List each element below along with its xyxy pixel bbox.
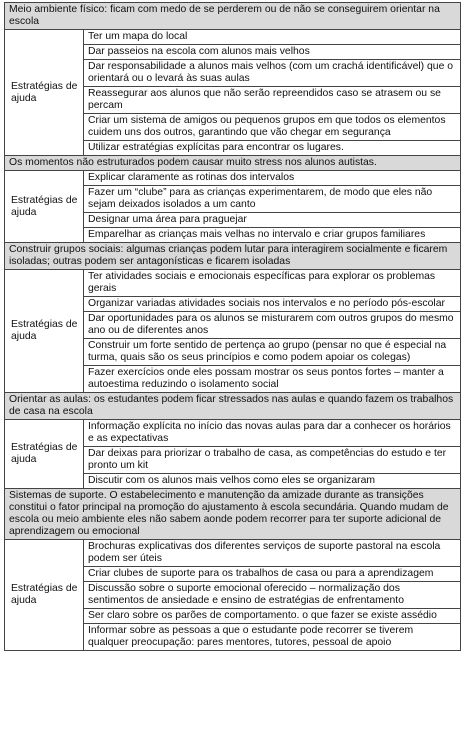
strategy-item: Dar passeios na escola com alunos mais velhos bbox=[84, 45, 461, 60]
strategy-label: Estratégias de ajuda bbox=[5, 540, 84, 651]
strategy-item: Dar deixas para priorizar o trabalho de casa, as competências do estudo e ter pronto um kit bbox=[84, 447, 461, 474]
strategy-item: Informar sobre as pessoas a que o estudante pode recorrer se tiverem qualquer preocupação: pares mentores, tutores, pessoal de apoio bbox=[84, 624, 461, 651]
section-header: Construir grupos sociais: algumas crianças podem lutar para interagirem socialmente e ficarem isoladas; outras podem ser antagonísticas e ficarem isoladas bbox=[5, 243, 461, 270]
section-header-row bbox=[5, 243, 461, 270]
strategy-item: Ser claro sobre os parões de comportamento. o que fazer se existe assédio bbox=[84, 609, 461, 624]
strategy-label: Estratégias de ajuda bbox=[5, 420, 84, 489]
section-header-row bbox=[5, 3, 461, 30]
strategy-item: Discutir com os alunos mais velhos como eles se organizaram bbox=[84, 474, 461, 489]
strategy-item: Criar clubes de suporte para os trabalhos de casa ou para a aprendizagem bbox=[84, 567, 461, 582]
strategy-item: Ter um mapa do local bbox=[84, 30, 461, 45]
strategy-item: Construir um forte sentido de pertença ao grupo (pensar no que é especial na turma, quais são os seus princípios e como podem apoiar os colegas) bbox=[84, 339, 461, 366]
section-header-row bbox=[5, 393, 461, 420]
strategy-item: Organizar variadas atividades sociais nos intervalos e no período pós-escolar bbox=[84, 297, 461, 312]
strategy-row bbox=[5, 270, 461, 297]
strategy-row bbox=[5, 30, 461, 45]
strategy-item: Fazer um “clube” para as crianças experimentarem, de modo que eles não sejam deixados isolados a um canto bbox=[84, 186, 461, 213]
strategy-row bbox=[5, 420, 461, 447]
strategy-item: Utilizar estratégias explícitas para encontrar os lugares. bbox=[84, 141, 461, 156]
strategy-item: Dar oportunidades para os alunos se misturarem com outros grupos do mesmo ano ou de diferentes anos bbox=[84, 312, 461, 339]
section-header: Meio ambiente físico: ficam com medo de se perderem ou de não se conseguirem orientar na escola bbox=[5, 3, 461, 30]
strategy-label: Estratégias de ajuda bbox=[5, 270, 84, 393]
strategy-row bbox=[5, 171, 461, 186]
section-header: Sistemas de suporte. O estabelecimento e manutenção da amizade durante as transições constitui o fator principal na promoção do ajustamento à escola secundária. Quando mudam de escola ou meio ambiente eles não sabem aonde podem recorrer para ter suporte adicional de aprendizagem ou emocional bbox=[5, 489, 461, 540]
strategies-table bbox=[4, 2, 461, 651]
strategy-item: Designar uma área para praguejar bbox=[84, 213, 461, 228]
strategy-item: Dar responsabilidade a alunos mais velhos (com um crachá identificável) que o orientará ou o levará às suas aulas bbox=[84, 60, 461, 87]
strategy-item: Discussão sobre o suporte emocional oferecido – normalização dos sentimentos de ansiedade e ensino de estratégias de enfrentamento bbox=[84, 582, 461, 609]
strategy-item: Fazer exercícios onde eles possam mostrar os seus pontos fortes – manter a autoestima reduzindo o isolamento social bbox=[84, 366, 461, 393]
strategy-item: Explicar claramente as rotinas dos intervalos bbox=[84, 171, 461, 186]
strategies-document bbox=[4, 2, 460, 651]
strategy-item: Criar um sistema de amigos ou pequenos grupos em que todos os elementos cuidem uns dos outros, garantindo que vão chegar em segurança bbox=[84, 114, 461, 141]
strategy-item: Brochuras explicativas dos diferentes serviços de suporte pastoral na escola podem ser úteis bbox=[84, 540, 461, 567]
strategy-item: Emparelhar as crianças mais velhas no intervalo e criar grupos familiares bbox=[84, 228, 461, 243]
section-header-row bbox=[5, 156, 461, 171]
section-header: Orientar as aulas: os estudantes podem ficar stressados nas aulas e quando fazem os trabalhos de casa na escola bbox=[5, 393, 461, 420]
strategy-item: Reassegurar aos alunos que não serão repreendidos caso se atrasem ou se percam bbox=[84, 87, 461, 114]
strategy-label: Estratégias de ajuda bbox=[5, 30, 84, 156]
section-header-row bbox=[5, 489, 461, 540]
strategy-label: Estratégias de ajuda bbox=[5, 171, 84, 243]
strategy-item: Ter atividades sociais e emocionais específicas para explorar os problemas gerais bbox=[84, 270, 461, 297]
strategy-row bbox=[5, 540, 461, 567]
strategy-item: Informação explícita no início das novas aulas para dar a conhecer os horários e as expectativas bbox=[84, 420, 461, 447]
section-header: Os momentos não estruturados podem causar muito stress nos alunos autistas. bbox=[5, 156, 461, 171]
